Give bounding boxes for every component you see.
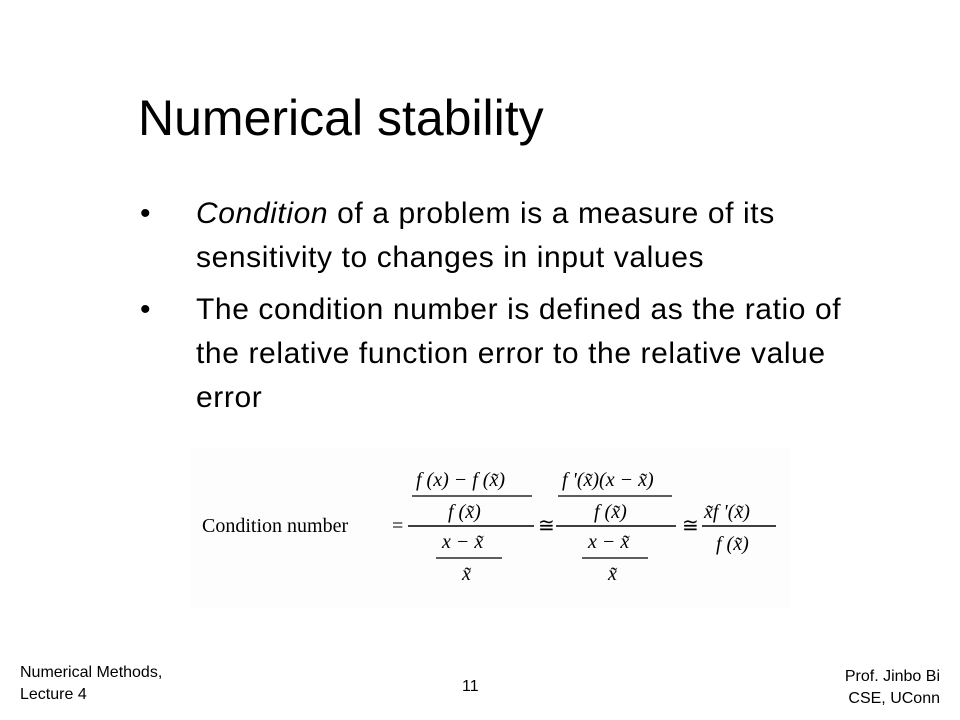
frac2-num-top: f '(x̃)(x − x̃) bbox=[562, 469, 654, 491]
bullet-symbol: • bbox=[140, 293, 152, 326]
bullet-item bbox=[140, 288, 860, 420]
approx-sign-2: ≅ bbox=[682, 515, 699, 537]
frac3-top: x̃f '(x̃) bbox=[704, 501, 750, 523]
approx-sign-1: ≅ bbox=[538, 515, 555, 537]
frac1-num-top: f (x) − f (x̃) bbox=[416, 469, 506, 491]
formula-label: Condition number bbox=[202, 515, 349, 537]
course-name: Numerical Methods, bbox=[20, 664, 163, 681]
condition-number-formula bbox=[190, 448, 790, 608]
bullet-symbol: • bbox=[140, 197, 152, 230]
equals-sign: = bbox=[392, 515, 404, 537]
frac1-den-top: x − x̃ bbox=[442, 531, 484, 553]
frac1-den-bottom: x̃ bbox=[462, 563, 471, 585]
frac2-num-bottom: f (x̃) bbox=[594, 501, 627, 523]
bullet-text: of a problem is a measure of its sensitivity to changes in input values bbox=[196, 197, 775, 274]
author-name: Prof. Jinbo Bi bbox=[844, 668, 940, 685]
frac2-den-bottom: x̃ bbox=[608, 563, 617, 585]
italic-term: Condition bbox=[196, 197, 329, 230]
frac1-num-bottom: f (x̃) bbox=[448, 501, 481, 523]
page-number: 11 bbox=[462, 678, 479, 695]
frac2-den-top: x − x̃ bbox=[588, 531, 630, 553]
course-info bbox=[20, 662, 162, 706]
frac3-bottom: f (x̃) bbox=[716, 533, 749, 555]
bullet-item bbox=[140, 192, 860, 280]
bullet-list bbox=[140, 192, 860, 428]
author-affiliation: CSE, UConn bbox=[848, 690, 940, 707]
bullet-text: The condition number is defined as the ratio of the relative function error to the relative value error bbox=[196, 293, 842, 414]
author-info bbox=[845, 666, 940, 710]
formula-graphic bbox=[190, 448, 790, 608]
slide-title: Numerical stability bbox=[138, 90, 544, 146]
lecture-label: Lecture 4 bbox=[20, 686, 87, 703]
